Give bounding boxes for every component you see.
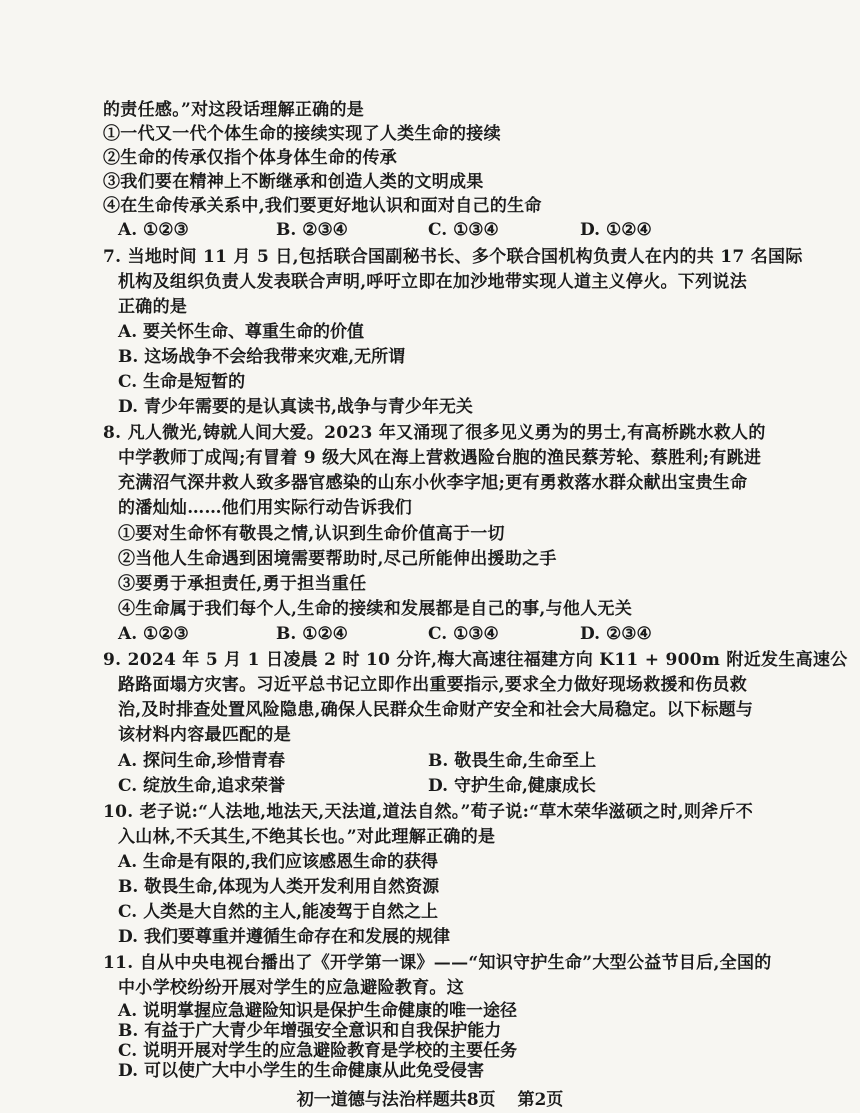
q11-stem-line-2: 中小学校纷纷开展对学生的应急避险教育。这	[118, 978, 464, 998]
q6-item-3: ③我们要在精神上不断继承和创造人类的文明成果	[103, 172, 484, 192]
footer-title: 初一道德与法治样题共8页	[296, 1090, 496, 1110]
q6-option-d: D. ①②④	[580, 220, 652, 240]
q9-option-d: D. 守护生命,健康成长	[428, 776, 596, 796]
q11-option-d: D. 可以使广大中小学生的生命健康从此免受侵害	[118, 1061, 484, 1081]
q11-option-a: A. 说明掌握应急避险知识是保护生命健康的唯一途径	[118, 1001, 518, 1021]
q8-item-4: ④生命属于我们每个人,生命的接续和发展都是自己的事,与他人无关	[118, 599, 633, 619]
q10-stem-line-2: 入山林,不夭其生,不绝其长也。”对此理解正确的是	[118, 827, 496, 847]
q9-stem-line-4: 该材料内容最匹配的是	[118, 725, 291, 745]
q10-option-c: C. 人类是大自然的主人,能凌驾于自然之上	[118, 902, 438, 922]
q9-stem-line-1: 9. 2024 年 5 月 1 日凌晨 2 时 10 分许,梅大高速往福建方向 K11 + 900m 附近发生高速公	[103, 650, 848, 670]
q7-option-d: D. 青少年需要的是认真读书,战争与青少年无关	[118, 397, 473, 417]
q6-option-b: B. ②③④	[276, 220, 348, 240]
q10-stem-line-1: 10. 老子说:“人法地,地法天,天法道,道法自然。”荀子说:“草木荣华滋硕之时,则斧斤不	[103, 802, 754, 822]
q6-item-2: ②生命的传承仅指个体身体生命的传承	[103, 148, 398, 168]
q9-stem-line-2: 路路面塌方灾害。习近平总书记立即作出重要指示,要求全力做好现场救援和伤员救	[118, 675, 748, 695]
q7-option-b: B. 这场战争不会给我带来灾难,无所谓	[118, 347, 406, 367]
q7-stem-line-1: 7. 当地时间 11 月 5 日,包括联合国副秘书长、多个联合国机构负责人在内的共 17 名国际	[103, 247, 803, 267]
q9-stem-line-3: 治,及时排查处置风险隐患,确保人民群众生命财产安全和社会大局稳定。以下标题与	[118, 700, 754, 720]
q7-stem-line-3: 正确的是	[118, 297, 188, 317]
q8-option-b: B. ①②④	[276, 624, 348, 644]
q10-option-b: B. 敬畏生命,体现为人类开发利用自然资源	[118, 877, 440, 897]
q9-option-b: B. 敬畏生命,生命至上	[428, 751, 597, 771]
q8-stem-line-1: 8. 凡人微光,铸就人间大爱。2023 年又涌现了很多见义勇为的男士,有高桥跳水救人的	[103, 423, 766, 443]
page-footer	[0, 1085, 860, 1110]
q11-option-c: C. 说明开展对学生的应急避险教育是学校的主要任务	[118, 1041, 518, 1061]
q7-option-c: C. 生命是短暂的	[118, 372, 246, 392]
q6-option-a: A. ①②③	[118, 220, 189, 240]
footer-page-number: 第2页	[517, 1090, 564, 1110]
q10-option-d: D. 我们要尊重并遵循生命存在和发展的规律	[118, 927, 450, 947]
q9-option-c: C. 绽放生命,追求荣誉	[118, 776, 285, 796]
q11-option-b: B. 有益于广大青少年增强安全意识和自我保护能力	[118, 1021, 502, 1041]
q8-stem-line-3: 充满沼气深井救人致多器官感染的山东小伙李字旭;更有勇救落水群众献出宝贵生命	[118, 473, 748, 493]
q8-stem-line-4: 的潘灿灿……他们用实际行动告诉我们	[118, 498, 413, 518]
q7-stem-line-2: 机构及组织负责人发表联合声明,呼吁立即在加沙地带实现人道主义停火。下列说法	[118, 272, 748, 292]
q8-option-d: D. ②③④	[580, 624, 652, 644]
q8-item-1: ①要对生命怀有敬畏之情,认识到生命价值高于一切	[118, 524, 505, 544]
q6-stem-tail: 的责任感。”对这段话理解正确的是	[103, 100, 365, 120]
q6-item-4: ④在生命传承关系中,我们要更好地认识和面对自己的生命	[103, 196, 542, 216]
q9-option-a: A. 探问生命,珍惜青春	[118, 751, 285, 771]
q6-option-c: C. ①③④	[428, 220, 499, 240]
q7-option-a: A. 要关怀生命、尊重生命的价值	[118, 322, 365, 342]
q8-option-c: C. ①③④	[428, 624, 499, 644]
q8-item-3: ③要勇于承担责任,勇于担当重任	[118, 574, 367, 594]
q6-item-1: ①一代又一代个体生命的接续实现了人类生命的接续	[103, 124, 501, 144]
q10-option-a: A. 生命是有限的,我们应该感恩生命的获得	[118, 852, 438, 872]
q8-stem-line-2: 中学教师丁成闯;有冒着 9 级大风在海上营救遇险台胞的渔民蔡芳轮、蔡胜利;有跳进	[118, 448, 762, 468]
q11-stem-line-1: 11. 自从中央电视台播出了《开学第一课》——“知识守护生命”大型公益节目后,全国的	[103, 953, 772, 973]
q8-option-a: A. ①②③	[118, 624, 189, 644]
q8-item-2: ②当他人生命遇到困境需要帮助时,尽己所能伸出援助之手	[118, 549, 557, 569]
